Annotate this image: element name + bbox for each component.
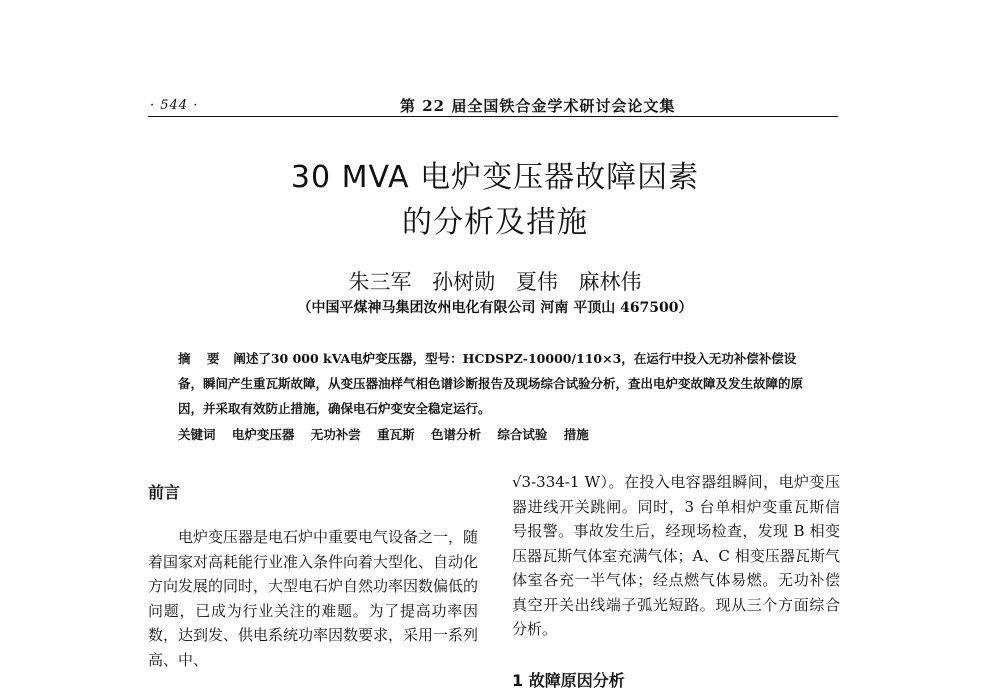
- abstract-text: 阐述了30 000 kVA电炉变压器，型号：HCDSPZ-10000/110×3，在运行中投入无功补偿补偿设备，瞬间产生重瓦斯故障，从变压器油样气相色谱诊断报告及现场综合试验分析，查出电炉变故障及发生故障的原因，并采取有效防止措施，确保电石炉变安全稳定运行。: [178, 351, 804, 416]
- right-paragraph: √3-334-1 W）。在投入电容器组瞬间，电炉变压器进线开关跳闸。同时，3 台单相炉变重瓦斯信号报警。事故发生后，经现场检查，发现 B 相变压器瓦斯气体室充满气体；A、C 相变压器瓦斯气体室各充一半气体；经点燃气体易燃。无功补偿真空开关出线端子弧光短路。现从三个方面综合分析。: [512, 473, 840, 638]
- keyword: 色谱分析: [431, 427, 482, 442]
- right-column: [512, 470, 840, 642]
- left-column: [148, 525, 478, 672]
- header-rule: [148, 116, 838, 117]
- section-title-preface: 前言: [148, 483, 181, 502]
- title-line-1: 30 MVA 电炉变压器故障因素: [290, 160, 700, 195]
- page-number: · 544 ·: [150, 98, 199, 113]
- abstract-label: 摘 要: [178, 351, 226, 366]
- keyword: 电炉变压器: [231, 427, 295, 442]
- keyword: 措施: [563, 427, 589, 442]
- keyword: 无功补尝: [310, 427, 361, 442]
- keywords: [178, 425, 818, 443]
- section-title-fault-analysis: 1 故障原因分析: [512, 671, 625, 690]
- title-line-2: 的分析及措施: [402, 205, 588, 240]
- abstract: [178, 346, 818, 421]
- authors: 朱三军 孙树勋 夏伟 麻林伟: [348, 270, 642, 294]
- keyword: 重瓦斯: [377, 427, 415, 442]
- keywords-label: 关键词: [178, 427, 216, 442]
- running-head: 第 22 届全国铁合金学术研讨会论文集: [400, 97, 676, 115]
- preface-paragraph: 电炉变压器是电石炉中重要电气设备之一，随着国家对高耗能行业准入条件向着大型化、自动化方向发展的同时，大型电石炉自然功率因数偏低的问题，已成为行业关注的难题。为了提高功率因数，达到发、供电系统功率因数要求，采用一系列高、中、: [148, 528, 479, 669]
- keyword: 综合试验: [497, 427, 548, 442]
- affiliation: （中国平煤神马集团汝州电化有限公司 河南 平顶山 467500）: [297, 300, 693, 316]
